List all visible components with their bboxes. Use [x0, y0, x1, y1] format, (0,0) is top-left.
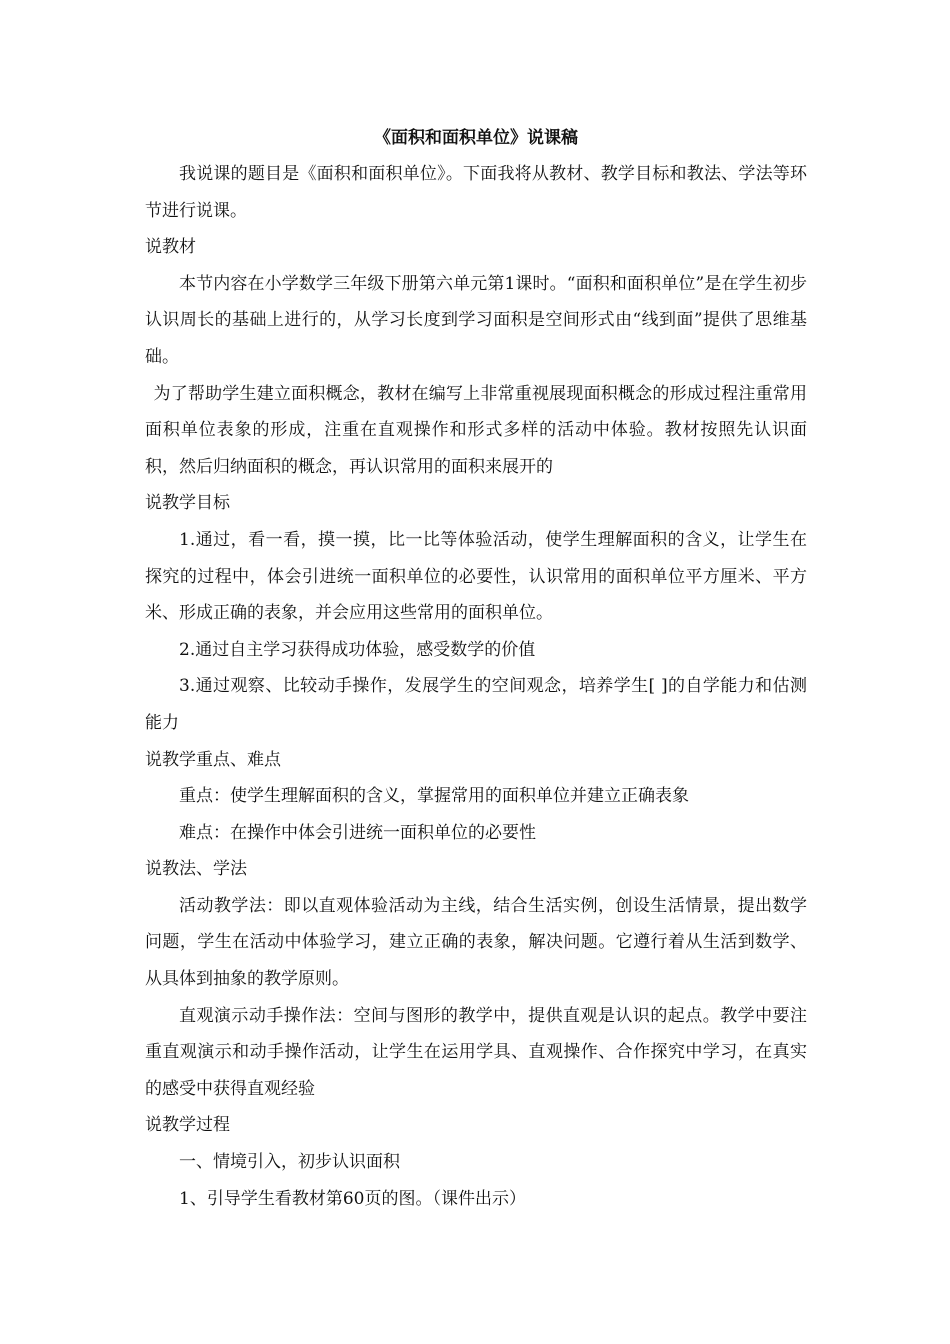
paragraph: 我说课的题目是《面积和面积单位》。下面我将从教材、教学目标和教法、学法等环节进行说课。 [145, 164, 807, 221]
paragraph: 1、引导学生看教材第60页的图。（课件出示） [179, 1188, 526, 1209]
paragraph: 3.通过观察、比较动手操作，发展学生的空间观念，培养学生[ ]的自学能力和估测能力 [145, 676, 807, 733]
section-heading: 说教学过程 [145, 1115, 230, 1136]
paragraph: 为了帮助学生建立面积概念，教材在编写上非常重视展现面积概念的形成过程注重常用面积单位表象的形成，注重在直观操作和形式多样的活动中体验。教材按照先认识面积，然后归纳面积的概念，再认识常用的面积来展开的 [145, 383, 807, 477]
paragraph: 2.通过自主学习获得成功体验，感受数学的价值 [179, 639, 536, 660]
section-heading: 说教学目标 [145, 493, 230, 514]
paragraph: 本节内容在小学数学三年级下册第六单元第1课时。“面积和面积单位”是在学生初步认识周长的基础上进行的，从学习长度到学习面积是空间形式由“线到面”提供了思维基础。 [145, 273, 807, 367]
paragraph-list [145, 156, 807, 1217]
paragraph: 直观演示动手操作法：空间与图形的教学中，提供直观是认识的起点。教学中要注重直观演示和动手操作活动，让学生在运用学具、直观操作、合作探究中学习，在真实的感受中获得直观经验 [145, 1005, 807, 1099]
paragraph: 一、情境引入，初步认识面积 [179, 1152, 400, 1173]
paragraph: 1.通过，看一看，摸一摸，比一比等体验活动，使学生理解面积的含义，让学生在探究的过程中，体会引进统一面积单位的必要性，认识常用的面积单位平方厘米、平方米、形成正确的表象，并会应用这些常用的面积单位。 [145, 529, 807, 624]
document-title: 《面积和面积单位》说课稿 [374, 128, 578, 148]
section-heading: 说教法、学法 [145, 859, 247, 880]
paragraph: 难点：在操作中体会引进统一面积单位的必要性 [179, 822, 536, 843]
paragraph: 重点：使学生理解面积的含义，掌握常用的面积单位并建立正确表象 [179, 786, 689, 807]
section-heading: 说教学重点、难点 [145, 749, 281, 770]
paragraph: 活动教学法：即以直观体验活动为主线，结合生活实例，创设生活情景，提出数学问题，学生在活动中体验学习，建立正确的表象，解决问题。它遵行着从生活到数学、从具体到抽象的教学原则。 [145, 895, 807, 990]
section-heading: 说教材 [145, 237, 196, 258]
document-body [145, 120, 807, 1217]
